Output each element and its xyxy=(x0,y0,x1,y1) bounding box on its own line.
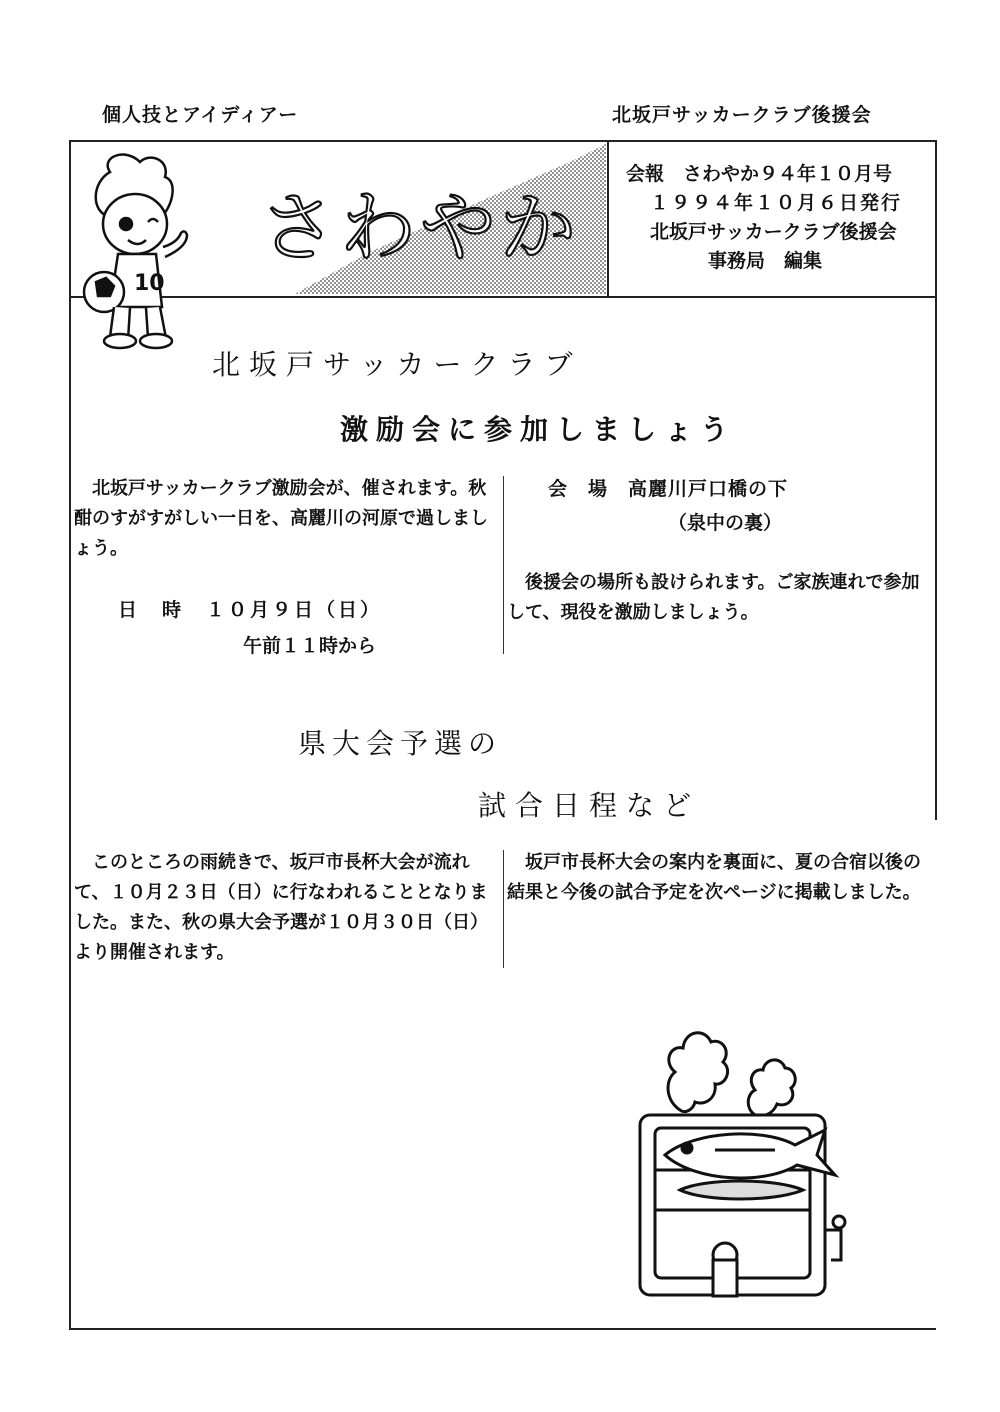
column-divider-2 xyxy=(503,850,504,968)
column-divider xyxy=(503,476,504,654)
header-left-text: 個人技とアイディアー xyxy=(102,104,299,126)
article1-venue: 会 場 高麗川戸口橋の下 xyxy=(548,478,789,500)
article2-right-text: 坂戸市長杯大会の案内を裏面に、夏の合宿以後の結果と今後の試合予定を次ページに掲載しました。 xyxy=(507,852,921,903)
masthead-vertical-divider xyxy=(607,140,609,298)
issue-line: 会報 さわやか９４年１０月号 xyxy=(626,163,893,185)
article2-headline-line2: 試合日程など xyxy=(478,789,701,822)
masthead-info xyxy=(614,160,934,276)
article1-headline-line2: 激励会に参加しましょう xyxy=(340,413,737,446)
publisher: 北坂戸サッカークラブ後援会 xyxy=(650,221,897,243)
article1-headline-line1: 北坂戸サッカークラブ xyxy=(212,348,582,381)
masthead-title: さわやか xyxy=(260,183,580,272)
article1-time: 午前１１時から xyxy=(243,635,377,657)
article1-venue-detail: （泉中の裏） xyxy=(668,512,783,534)
article1-datetime: 日 時 １０月９日（日） xyxy=(118,599,383,621)
issue-date: １９９４年１０月６日発行 xyxy=(650,192,903,214)
header-right-text: 北坂戸サッカークラブ後援会 xyxy=(612,104,872,126)
editor: 事務局 編集 xyxy=(708,250,823,272)
masthead-art xyxy=(70,142,606,354)
soccer-boy-mascot-icon xyxy=(84,155,187,348)
article1-intro: 北坂戸サッカークラブ激励会が、催されます。秋酣のすがすがしい一日を、高麗川の河原で過しましょう。 xyxy=(74,478,488,559)
jersey-number: 10 xyxy=(134,271,165,296)
article1-note: 後援会の場所も設けられます。ご家族連れで参加して、現役を激励しましょう。 xyxy=(507,572,920,623)
frame-open-edge xyxy=(936,820,946,1335)
article2-headline-line1: 県大会予選の xyxy=(298,727,503,760)
frame-right-edge xyxy=(935,140,937,820)
grilled-fish-stove-icon xyxy=(625,1010,855,1300)
article2-left-text: このところの雨続きで、坂戸市長杯大会が流れて、１０月２３日（日）に行なわれることとなりました。また、秋の県大会予選が１０月３０日（日）より開催されます。 xyxy=(74,852,488,963)
